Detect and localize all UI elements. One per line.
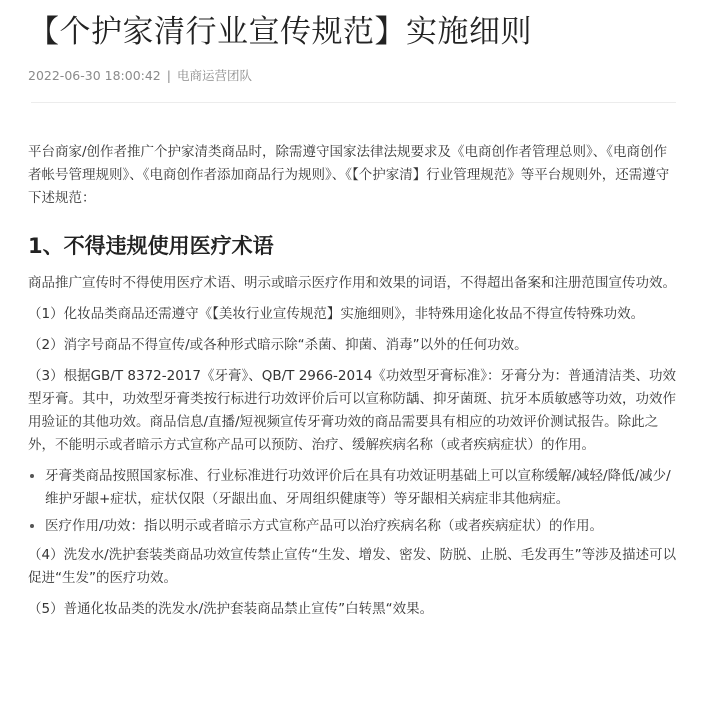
title-divider <box>31 102 676 103</box>
section-heading: 1、不得违规使用医疗术语 <box>28 234 274 258</box>
author-name: 电商运营团队 <box>176 68 252 83</box>
bullet-dot <box>30 524 34 528</box>
rule-item-4: （4）洗发水/洗护套装类商品功效宣传禁止宣传“生发、增发、密发、防脱、止脱、毛发再生”等涉及描述可以促进“生发”的医疗功效。 <box>28 547 677 586</box>
bullet-item <box>28 515 678 538</box>
article-body <box>28 141 678 621</box>
publish-date: 2022-06-30 18:00:42 <box>28 68 161 83</box>
rule-item-1: （1）化妆品类商品还需遵守《【美妆行业宣传规范】实施细则》，非特殊用途化妆品不得宣传特殊功效。 <box>28 306 645 322</box>
bullet-list <box>28 465 678 538</box>
bullet-item <box>28 465 678 511</box>
section-lead-paragraph: 商品推广宣传时不得使用医疗术语、明示或暗示医疗作用和效果的词语，不得超出备案和注册范围宣传功效。 <box>28 275 676 291</box>
bullet-text: 牙膏类商品按照国家标准、行业标准进行功效评价后在具有功效证明基础上可以宣称缓解/减轻/降低/减少/维护牙龈+症状，症状仅限（牙龈出血、牙周组织健康等）等牙龈相关病症非其他病症。 <box>45 468 671 507</box>
rule-item-3: （3）根据GB/T 8372-2017《牙膏》、QB/T 2966-2014《功效型牙膏标准》：牙膏分为：普通清洁类、功效型牙膏。其中，功效型牙膏类按行标进行功效评价后可以宣称防龋、抑牙菌斑、抗牙本质敏感等功效，功效作用验证的其他功效。商品信息/直播/短视频宣传牙膏功效的商品需要具有相应的功效评价测试报告。除此之外，不能明示或者暗示方式宣称产品可以预防、治疗、缓解疾病名称（或者疾病症状）的作用。 <box>28 368 677 453</box>
bullet-text: 医疗作用/功效：指以明示或者暗示方式宣称产品可以治疗疾病名称（或者疾病症状）的作用。 <box>45 518 604 534</box>
intro-paragraph: 平台商家/创作者推广个护家清类商品时，除需遵守国家法律法规要求及《电商创作者管理总则》、《电商创作者帐号管理规则》、《电商创作者添加商品行为规则》、《【个护家清】行业管理规范》等平台规则外，还需遵守下述规范： <box>28 144 670 206</box>
rule-item-2: （2）消字号商品不得宣传/或各种形式暗示除“杀菌、抑菌、消毒”以外的任何功效。 <box>28 337 528 353</box>
meta-separator: | <box>166 68 171 83</box>
article-title: 【个护家清行业宣传规范】实施细则 <box>28 14 532 50</box>
rule-item-5: （5）普通化妆品类的洗发水/洗护套装商品禁止宣传”白转黑“效果。 <box>28 601 434 617</box>
bullet-dot <box>30 474 34 478</box>
article-meta <box>28 67 678 85</box>
article <box>28 0 678 629</box>
